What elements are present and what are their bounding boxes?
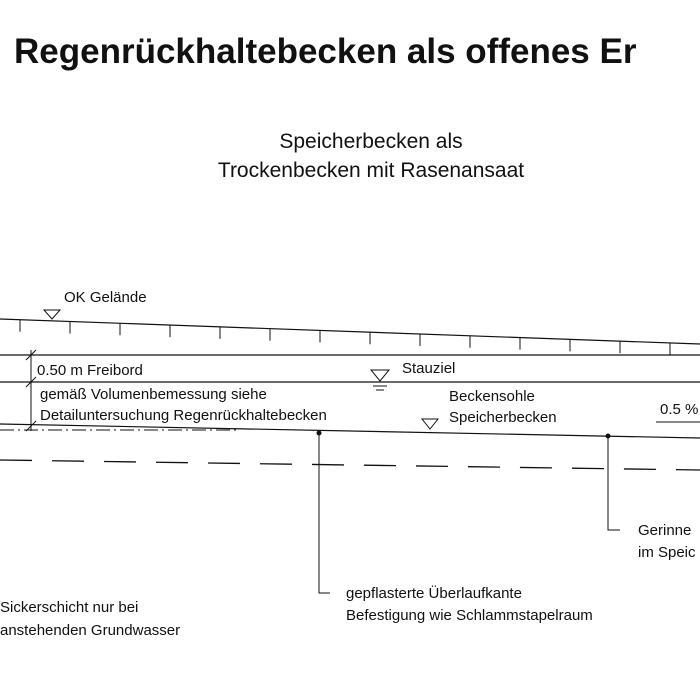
label-ueberlauf-line-2: Befestigung wie Schlammstapelraum [346, 607, 593, 624]
label-ueberlauf-line-1: gepflasterte Überlaufkante [346, 585, 522, 602]
height-dimension-line [26, 350, 36, 431]
label-gefaelle: 0.5 % [660, 401, 699, 418]
stauziel-water-level-icon [371, 370, 389, 390]
ground-surface [0, 319, 700, 355]
label-gerinne-line-2: im Speic [638, 544, 696, 561]
label-beckensohle-line-1: Beckensohle [449, 388, 535, 405]
drawing-title: Regenrückhaltebecken als offenes Er [14, 32, 637, 71]
label-volumen-line-2: Detailuntersuchung Regenrückhaltebecken [40, 407, 327, 424]
label-volumen-line-1: gemäß Volumenbemessung siehe [40, 386, 267, 403]
label-freibord: 0.50 m Freibord [37, 362, 143, 379]
beckensohle-level-icon [422, 419, 438, 429]
subtitle-line-1: Speicherbecken als [279, 130, 463, 153]
label-stauziel: Stauziel [402, 360, 456, 377]
label-gerinne-line-1: Gerinne [638, 522, 692, 539]
beckensohle-line [0, 424, 700, 438]
label-beckensohle-line-2: Speicherbecken [449, 409, 557, 426]
label-sicker-line-1: Sickerschicht nur bei [0, 599, 139, 616]
ok-gelaende-level-icon [44, 310, 60, 319]
sickerschicht-dashed-line [0, 460, 700, 470]
ueberlauf-leader [317, 431, 331, 594]
gerinne-leader [606, 434, 621, 531]
label-ok-gelaende: OK Gelände [64, 289, 147, 306]
ground-hatch-ticks [20, 320, 670, 355]
subtitle-line-2: Trockenbecken mit Rasenansaat [217, 159, 525, 182]
label-sicker-line-2: anstehenden Grundwasser [0, 622, 181, 639]
